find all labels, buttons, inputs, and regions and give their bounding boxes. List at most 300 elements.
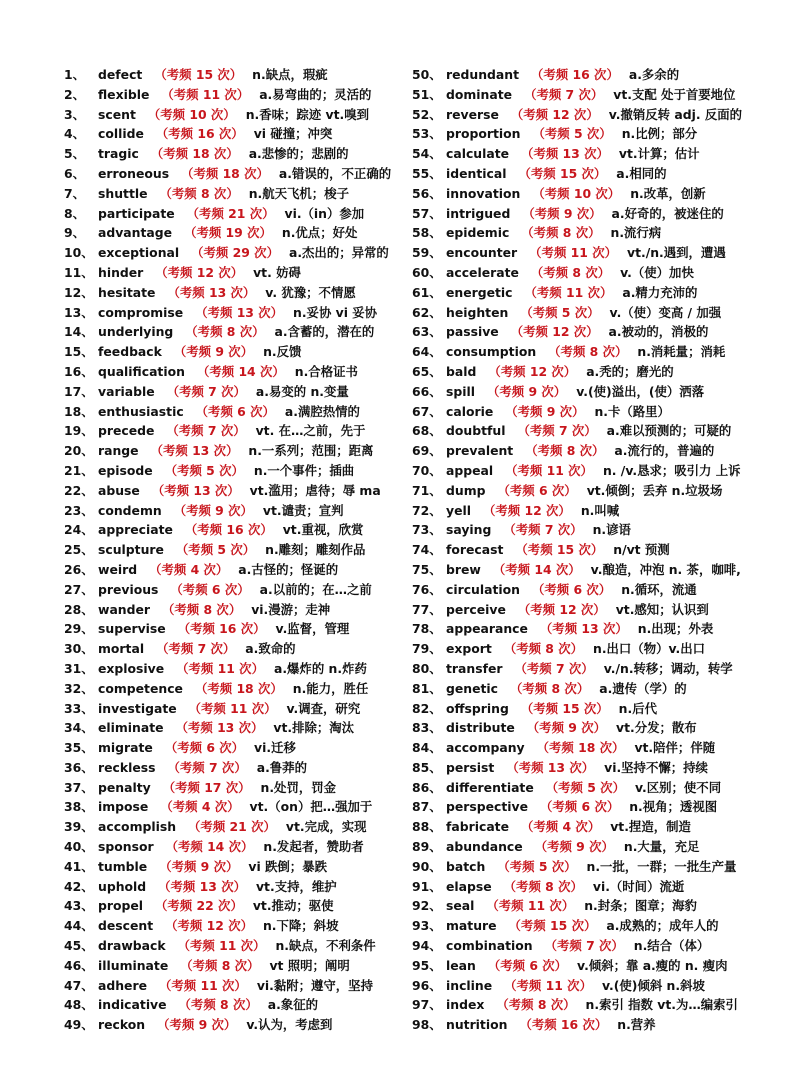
vocab-entry [412, 619, 792, 639]
entry-frequency: （考频 18 次） [194, 680, 283, 696]
entry-definition: n.妥协 vi 妥协 [293, 304, 378, 320]
entry-number: 29、 [64, 621, 94, 637]
entry-frequency: （考频 16 次） [519, 1017, 608, 1033]
entry-number: 12、 [64, 284, 94, 300]
entry-number: 41、 [64, 858, 94, 874]
entry-number: 87、 [412, 799, 442, 815]
entry-number: 56、 [412, 185, 442, 201]
entry-word: epidemic [446, 225, 510, 241]
entry-number: 81、 [412, 680, 442, 696]
entry-word: precede [98, 423, 155, 439]
entry-definition: a.爆炸的 n.炸药 [273, 660, 367, 676]
entry-frequency: （考频 11 次） [188, 700, 277, 716]
entry-number: 6、 [64, 165, 86, 181]
entry-definition: vt.排除；淘汰 [273, 720, 355, 736]
entry-frequency: （考频 7 次） [156, 641, 236, 657]
vocab-entry [64, 659, 404, 679]
entry-definition: n. /v.恳求；吸引力 上诉 [602, 462, 741, 478]
entry-number: 47、 [64, 977, 94, 993]
entry-word: feedback [98, 344, 162, 360]
entry-word: shuttle [98, 185, 148, 201]
entry-definition: n.出口（物）v.出口 [593, 641, 706, 657]
entry-frequency: （考频 13 次） [167, 284, 256, 300]
entry-definition: a.遗传（学）的 [599, 680, 687, 696]
entry-number: 28、 [64, 601, 94, 617]
vocab-entry [412, 976, 792, 996]
vocab-entry [412, 362, 792, 382]
entry-frequency: （考频 18 次） [181, 165, 269, 181]
entry-word: uphold [98, 878, 147, 894]
entry-word: abuse [98, 482, 140, 498]
entry-definition: vt 照明；阐明 [269, 957, 350, 973]
entry-frequency: （考频 4 次） [521, 819, 601, 835]
entry-frequency: （考频 6 次） [487, 957, 568, 973]
entry-number: 23、 [64, 502, 94, 518]
entry-frequency: （考频 9 次） [505, 403, 585, 419]
entry-number: 77、 [412, 601, 442, 617]
entry-word: hesitate [98, 284, 156, 300]
entry-frequency: （考频 9 次） [534, 839, 614, 855]
vocab-entry [412, 164, 792, 184]
entry-number: 27、 [64, 581, 94, 597]
vocabulary-list-left [64, 65, 404, 1035]
vocab-entry [412, 758, 792, 778]
vocab-entry [412, 837, 792, 857]
entry-number: 84、 [412, 740, 442, 756]
entry-definition: vi.迁移 [254, 740, 296, 756]
entry-number: 82、 [412, 700, 442, 716]
entry-frequency: （考频 21 次） [188, 819, 276, 835]
entry-frequency: （考频 17 次） [162, 779, 251, 795]
entry-frequency: （考频 8 次） [548, 344, 628, 360]
entry-definition: vt.感知；认识到 [615, 601, 709, 617]
entry-number: 1、 [64, 67, 86, 82]
entry-definition: n.一批，一群；一批生产量 [586, 858, 737, 874]
vocab-entry [64, 402, 404, 422]
entry-definition: v.（使）变高 / 加强 [609, 304, 722, 320]
entry-definition: n.索引 指数 vt.为…编索引 [585, 997, 738, 1013]
entry-frequency: （考频 5 次） [545, 779, 625, 795]
vocab-entry [64, 718, 404, 738]
entry-word: penalty [98, 779, 151, 795]
entry-frequency: （考频 6 次） [497, 482, 577, 498]
entry-word: saying [446, 522, 492, 538]
entry-frequency: （考频 16 次） [155, 126, 244, 142]
entry-word: competence [98, 680, 183, 696]
entry-frequency: （考频 9 次） [173, 344, 254, 360]
entry-number: 35、 [64, 740, 94, 756]
entry-frequency: （考频 12 次） [488, 363, 577, 379]
entry-word: lean [446, 957, 476, 973]
entry-frequency: （考频 7 次） [517, 423, 597, 439]
entry-word: appreciate [98, 522, 173, 538]
entry-number: 50、 [412, 67, 442, 82]
entry-number: 62、 [412, 304, 442, 320]
entry-frequency: （考频 16 次） [184, 522, 273, 538]
entry-number: 42、 [64, 878, 94, 894]
vocab-entry [64, 85, 404, 105]
entry-word: calculate [446, 146, 510, 162]
entry-frequency: （考频 13 次） [158, 878, 246, 894]
vocab-entry [64, 995, 404, 1015]
entry-number: 86、 [412, 779, 442, 795]
vocab-entry [412, 65, 792, 85]
entry-number: 24、 [64, 522, 94, 538]
vocab-entry [412, 738, 792, 758]
entry-word: range [98, 443, 139, 459]
entry-definition: n.一系列；范围；距离 [248, 443, 374, 459]
entry-number: 43、 [64, 898, 94, 914]
entry-definition: n.结合（体） [633, 938, 710, 954]
vocab-entry [412, 402, 792, 422]
vocab-entry [412, 461, 792, 481]
vocab-entry [412, 778, 792, 798]
entry-frequency: （考频 14 次） [492, 561, 581, 577]
entry-definition: vi.（in）参加 [284, 205, 365, 221]
entry-frequency: （考频 15 次） [520, 700, 609, 716]
entry-frequency: （考频 11 次） [524, 284, 613, 300]
entry-frequency: （考频 12 次） [517, 601, 606, 617]
entry-definition: v.(使)倾斜 n.斜坡 [601, 977, 705, 993]
entry-definition: vt.重视，欣赏 [282, 522, 364, 538]
vocab-entry [64, 322, 404, 342]
entry-frequency: （考频 8 次） [521, 225, 601, 241]
entry-frequency: （考频 9 次） [526, 720, 606, 736]
entry-number: 14、 [64, 324, 94, 340]
entry-word: scent [98, 106, 136, 122]
entry-frequency: （考频 4 次） [149, 561, 229, 577]
entry-number: 34、 [64, 720, 94, 736]
entry-frequency: （考频 29 次） [191, 245, 279, 261]
entry-number: 20、 [64, 443, 94, 459]
entry-definition: v.酿造，冲泡 n. 茶，咖啡, [590, 561, 741, 577]
entry-definition: a.被动的，消极的 [608, 324, 709, 340]
entry-word: elapse [446, 878, 492, 894]
entry-number: 83、 [412, 720, 442, 736]
entry-frequency: （考频 6 次） [170, 581, 250, 597]
entry-number: 51、 [412, 86, 442, 102]
vocabulary-list-right [412, 65, 792, 1035]
vocab-entry [64, 283, 404, 303]
entry-definition: vi.黏附；遵守，坚持 [256, 977, 373, 993]
entry-word: export [446, 641, 492, 657]
entry-number: 18、 [64, 403, 94, 419]
entry-word: heighten [446, 304, 509, 320]
entry-frequency: （考频 18 次） [536, 740, 625, 756]
vocab-entry [64, 580, 404, 600]
vocab-entry [64, 877, 404, 897]
entry-number: 49、 [64, 1017, 94, 1033]
vocab-entry [64, 857, 404, 877]
entry-frequency: （考频 22 次） [155, 898, 243, 914]
vocab-entry [64, 837, 404, 857]
vocab-entry [412, 204, 792, 224]
entry-definition: a.致命的 [245, 641, 296, 657]
entry-number: 19、 [64, 423, 94, 439]
entry-definition: vt.支配 处于首要地位 [613, 86, 736, 102]
entry-word: eliminate [98, 720, 164, 736]
entry-number: 85、 [412, 759, 442, 775]
entry-definition: a.难以预测的；可疑的 [606, 423, 732, 439]
entry-frequency: （考频 11 次） [176, 660, 264, 676]
entry-word: dominate [446, 86, 513, 102]
entry-word: propel [98, 898, 144, 914]
vocab-entry [64, 362, 404, 382]
entry-number: 91、 [412, 878, 442, 894]
entry-definition: a.秃的；磨光的 [586, 363, 674, 379]
entry-word: previous [98, 581, 159, 597]
entry-definition: a.好奇的，被迷住的 [611, 205, 724, 221]
entry-frequency: （考频 11 次） [529, 245, 617, 261]
entry-number: 39、 [64, 819, 94, 835]
entry-frequency: （考频 11 次） [486, 898, 575, 914]
entry-number: 65、 [412, 363, 442, 379]
entry-word: nutrition [446, 1017, 508, 1033]
entry-word: reverse [446, 106, 499, 122]
entry-frequency: （考频 15 次） [508, 918, 597, 934]
entry-word: collide [98, 126, 144, 142]
entry-number: 88、 [412, 819, 442, 835]
entry-frequency: （考频 12 次） [510, 106, 599, 122]
entry-number: 32、 [64, 680, 94, 696]
entry-frequency: （考频 14 次） [165, 839, 254, 855]
entry-word: bald [446, 363, 477, 379]
vocab-entry [64, 263, 404, 283]
entry-number: 33、 [64, 700, 94, 716]
entry-number: 58、 [412, 225, 442, 241]
entry-number: 53、 [412, 126, 442, 142]
entry-frequency: （考频 8 次） [180, 957, 260, 973]
entry-word: weird [98, 561, 138, 577]
entry-word: persist [446, 759, 495, 775]
entry-frequency: （考频 6 次） [531, 581, 612, 597]
entry-frequency: （考频 11 次） [161, 86, 250, 102]
entry-definition: vt.倾倒；丢弃 n.垃圾场 [586, 482, 723, 498]
vocab-entry [64, 382, 404, 402]
entry-number: 25、 [64, 542, 94, 558]
entry-number: 90、 [412, 858, 442, 874]
entry-number: 9、 [64, 225, 86, 241]
vocab-entry [412, 679, 792, 699]
entry-word: participate [98, 205, 175, 221]
vocab-entry [412, 184, 792, 204]
entry-number: 55、 [412, 165, 442, 181]
entry-definition: v.撤销反转 adj. 反面的 [608, 106, 743, 122]
entry-word: variable [98, 383, 155, 399]
entry-word: indicative [98, 997, 167, 1013]
entry-definition: vt.完成，实现 [285, 819, 367, 835]
vocab-entry [412, 283, 792, 303]
entry-number: 52、 [412, 106, 442, 122]
entry-definition: a.多余的 [628, 67, 680, 82]
entry-word: consumption [446, 344, 537, 360]
entry-definition: a.杰出的；异常的 [288, 245, 389, 261]
entry-frequency: （考频 13 次） [195, 304, 284, 320]
entry-definition: n.谚语 [592, 522, 631, 538]
entry-frequency: （考频 4 次） [160, 799, 240, 815]
entry-definition: vt.推动；驱使 [252, 898, 334, 914]
entry-frequency: （考频 16 次） [531, 67, 619, 82]
entry-frequency: （考频 8 次） [159, 185, 239, 201]
entry-definition: n.发起者，赞助者 [263, 839, 364, 855]
entry-number: 8、 [64, 205, 86, 221]
entry-frequency: （考频 11 次） [504, 977, 592, 993]
entry-definition: vt. 妨碍 [253, 264, 301, 280]
entry-definition: v.倾斜；靠 a.瘦的 n. 瘦肉 [577, 957, 728, 973]
entry-number: 48、 [64, 997, 94, 1013]
entry-number: 30、 [64, 641, 94, 657]
entry-frequency: （考频 7 次） [544, 938, 624, 954]
vocab-entry [412, 560, 792, 580]
entry-frequency: （考频 19 次） [184, 225, 272, 241]
entry-definition: a.以前的；在…之前 [259, 581, 372, 597]
entry-definition: v.认为，考虑到 [246, 1017, 333, 1033]
vocab-entry [412, 243, 792, 263]
entry-word: advantage [98, 225, 173, 241]
vocab-entry [64, 164, 404, 184]
entry-frequency: （考频 13 次） [151, 482, 240, 498]
entry-definition: vt./n.遇到，遭遇 [627, 245, 726, 261]
entry-definition: n.缺点，瑕疵 [252, 67, 328, 82]
entry-definition: n.叫喊 [580, 502, 620, 518]
vocab-entry [64, 639, 404, 659]
entry-frequency: （考频 7 次） [514, 660, 594, 676]
entry-number: 98、 [412, 1017, 442, 1033]
vocab-entry [412, 699, 792, 719]
entry-number: 95、 [412, 957, 442, 973]
entry-number: 37、 [64, 779, 94, 795]
entry-word: intrigued [446, 205, 511, 221]
entry-definition: n.循环，流通 [621, 581, 697, 597]
vocab-entry [412, 105, 792, 125]
entry-number: 78、 [412, 621, 442, 637]
vocab-entry [64, 758, 404, 778]
entry-definition: v.监督，管理 [275, 621, 350, 637]
vocab-entry [64, 679, 404, 699]
vocab-entry [412, 877, 792, 897]
vocab-entry [412, 857, 792, 877]
entry-definition: vt.陪伴；伴随 [634, 740, 716, 756]
entry-word: distribute [446, 720, 515, 736]
entry-definition: n.营养 [617, 1017, 656, 1033]
vocab-entry [64, 699, 404, 719]
entry-frequency: （考频 6 次） [195, 403, 275, 419]
entry-number: 54、 [412, 146, 442, 162]
entry-word: proportion [446, 126, 521, 142]
entry-word: episode [98, 462, 153, 478]
vocab-entry [412, 718, 792, 738]
vocab-entry [412, 659, 792, 679]
vocab-entry [412, 797, 792, 817]
entry-definition: n.改革，创新 [630, 185, 706, 201]
entry-definition: v. 犹豫；不情愿 [265, 284, 356, 300]
entry-number: 36、 [64, 759, 94, 775]
entry-word: offspring [446, 700, 509, 716]
entry-number: 94、 [412, 938, 442, 954]
entry-frequency: （考频 9 次） [157, 1017, 237, 1033]
entry-number: 46、 [64, 957, 94, 973]
entry-frequency: （考频 8 次） [530, 264, 611, 280]
entry-word: mature [446, 918, 497, 934]
entry-definition: a.鲁莽的 [256, 759, 307, 775]
entry-definition: a.易变的 n.变量 [255, 383, 349, 399]
entry-frequency: （考频 8 次） [503, 878, 583, 894]
vocab-entry [412, 85, 792, 105]
vocab-entry [64, 184, 404, 204]
entry-definition: n.处罚，罚金 [260, 779, 337, 795]
entry-word: underlying [98, 324, 174, 340]
entry-frequency: （考频 11 次） [158, 977, 247, 993]
vocab-entry [64, 916, 404, 936]
entry-number: 40、 [64, 839, 94, 855]
entry-definition: n.下降；斜坡 [262, 918, 339, 934]
entry-definition: vt. 在…之前，先于 [255, 423, 366, 439]
entry-word: innovation [446, 185, 521, 201]
entry-word: exceptional [98, 245, 180, 261]
entry-frequency: （考频 13 次） [521, 146, 609, 162]
entry-definition: n.流行病 [610, 225, 662, 241]
vocab-entry [412, 540, 792, 560]
entry-frequency: （考频 5 次） [532, 126, 612, 142]
vocab-entry [412, 936, 792, 956]
vocab-entry [64, 797, 404, 817]
vocab-entry [412, 124, 792, 144]
entry-word: compromise [98, 304, 184, 320]
vocab-entry [412, 223, 792, 243]
entry-number: 38、 [64, 799, 94, 815]
entry-word: doubtful [446, 423, 506, 439]
entry-frequency: （考频 11 次） [177, 938, 266, 954]
entry-frequency: （考频 9 次） [159, 858, 239, 874]
entry-word: prevalent [446, 443, 514, 459]
entry-number: 93、 [412, 918, 442, 934]
entry-definition: n.比例；部分 [621, 126, 698, 142]
entry-definition: n.出现；外表 [637, 621, 714, 637]
vocab-entry [64, 540, 404, 560]
vocab-entry [64, 65, 404, 85]
vocab-entry [412, 600, 792, 620]
vocab-entry [64, 1015, 404, 1035]
entry-definition: vi 跌倒；暴跌 [248, 858, 327, 874]
entry-definition: vt.谴责；宣判 [262, 502, 344, 518]
entry-frequency: （考频 12 次） [510, 324, 599, 340]
entry-word: sponsor [98, 839, 154, 855]
vocab-entry [64, 956, 404, 976]
entry-definition: n.香味；踪迹 vt.嗅到 [245, 106, 369, 122]
vocab-entry [412, 342, 792, 362]
vocab-entry [64, 936, 404, 956]
entry-definition: v.区别；使不同 [634, 779, 722, 795]
entry-word: transfer [446, 660, 503, 676]
vocab-entry [64, 600, 404, 620]
entry-definition: vt.捏造，制造 [610, 819, 691, 835]
entry-word: calorie [446, 403, 494, 419]
entry-word: mortal [98, 641, 145, 657]
vocab-entry [412, 916, 792, 936]
vocab-entry [412, 481, 792, 501]
entry-word: erroneous [98, 165, 170, 181]
entry-word: passive [446, 324, 499, 340]
entry-number: 17、 [64, 383, 94, 399]
entry-word: accomplish [98, 819, 177, 835]
entry-frequency: （考频 18 次） [150, 146, 239, 162]
entry-frequency: （考频 13 次） [150, 443, 239, 459]
entry-frequency: （考频 8 次） [178, 997, 258, 1013]
entry-number: 44、 [64, 918, 94, 934]
entry-frequency: （考频 8 次） [162, 601, 242, 617]
entry-definition: a.满腔热情的 [284, 403, 360, 419]
entry-word: redundant [446, 67, 520, 82]
